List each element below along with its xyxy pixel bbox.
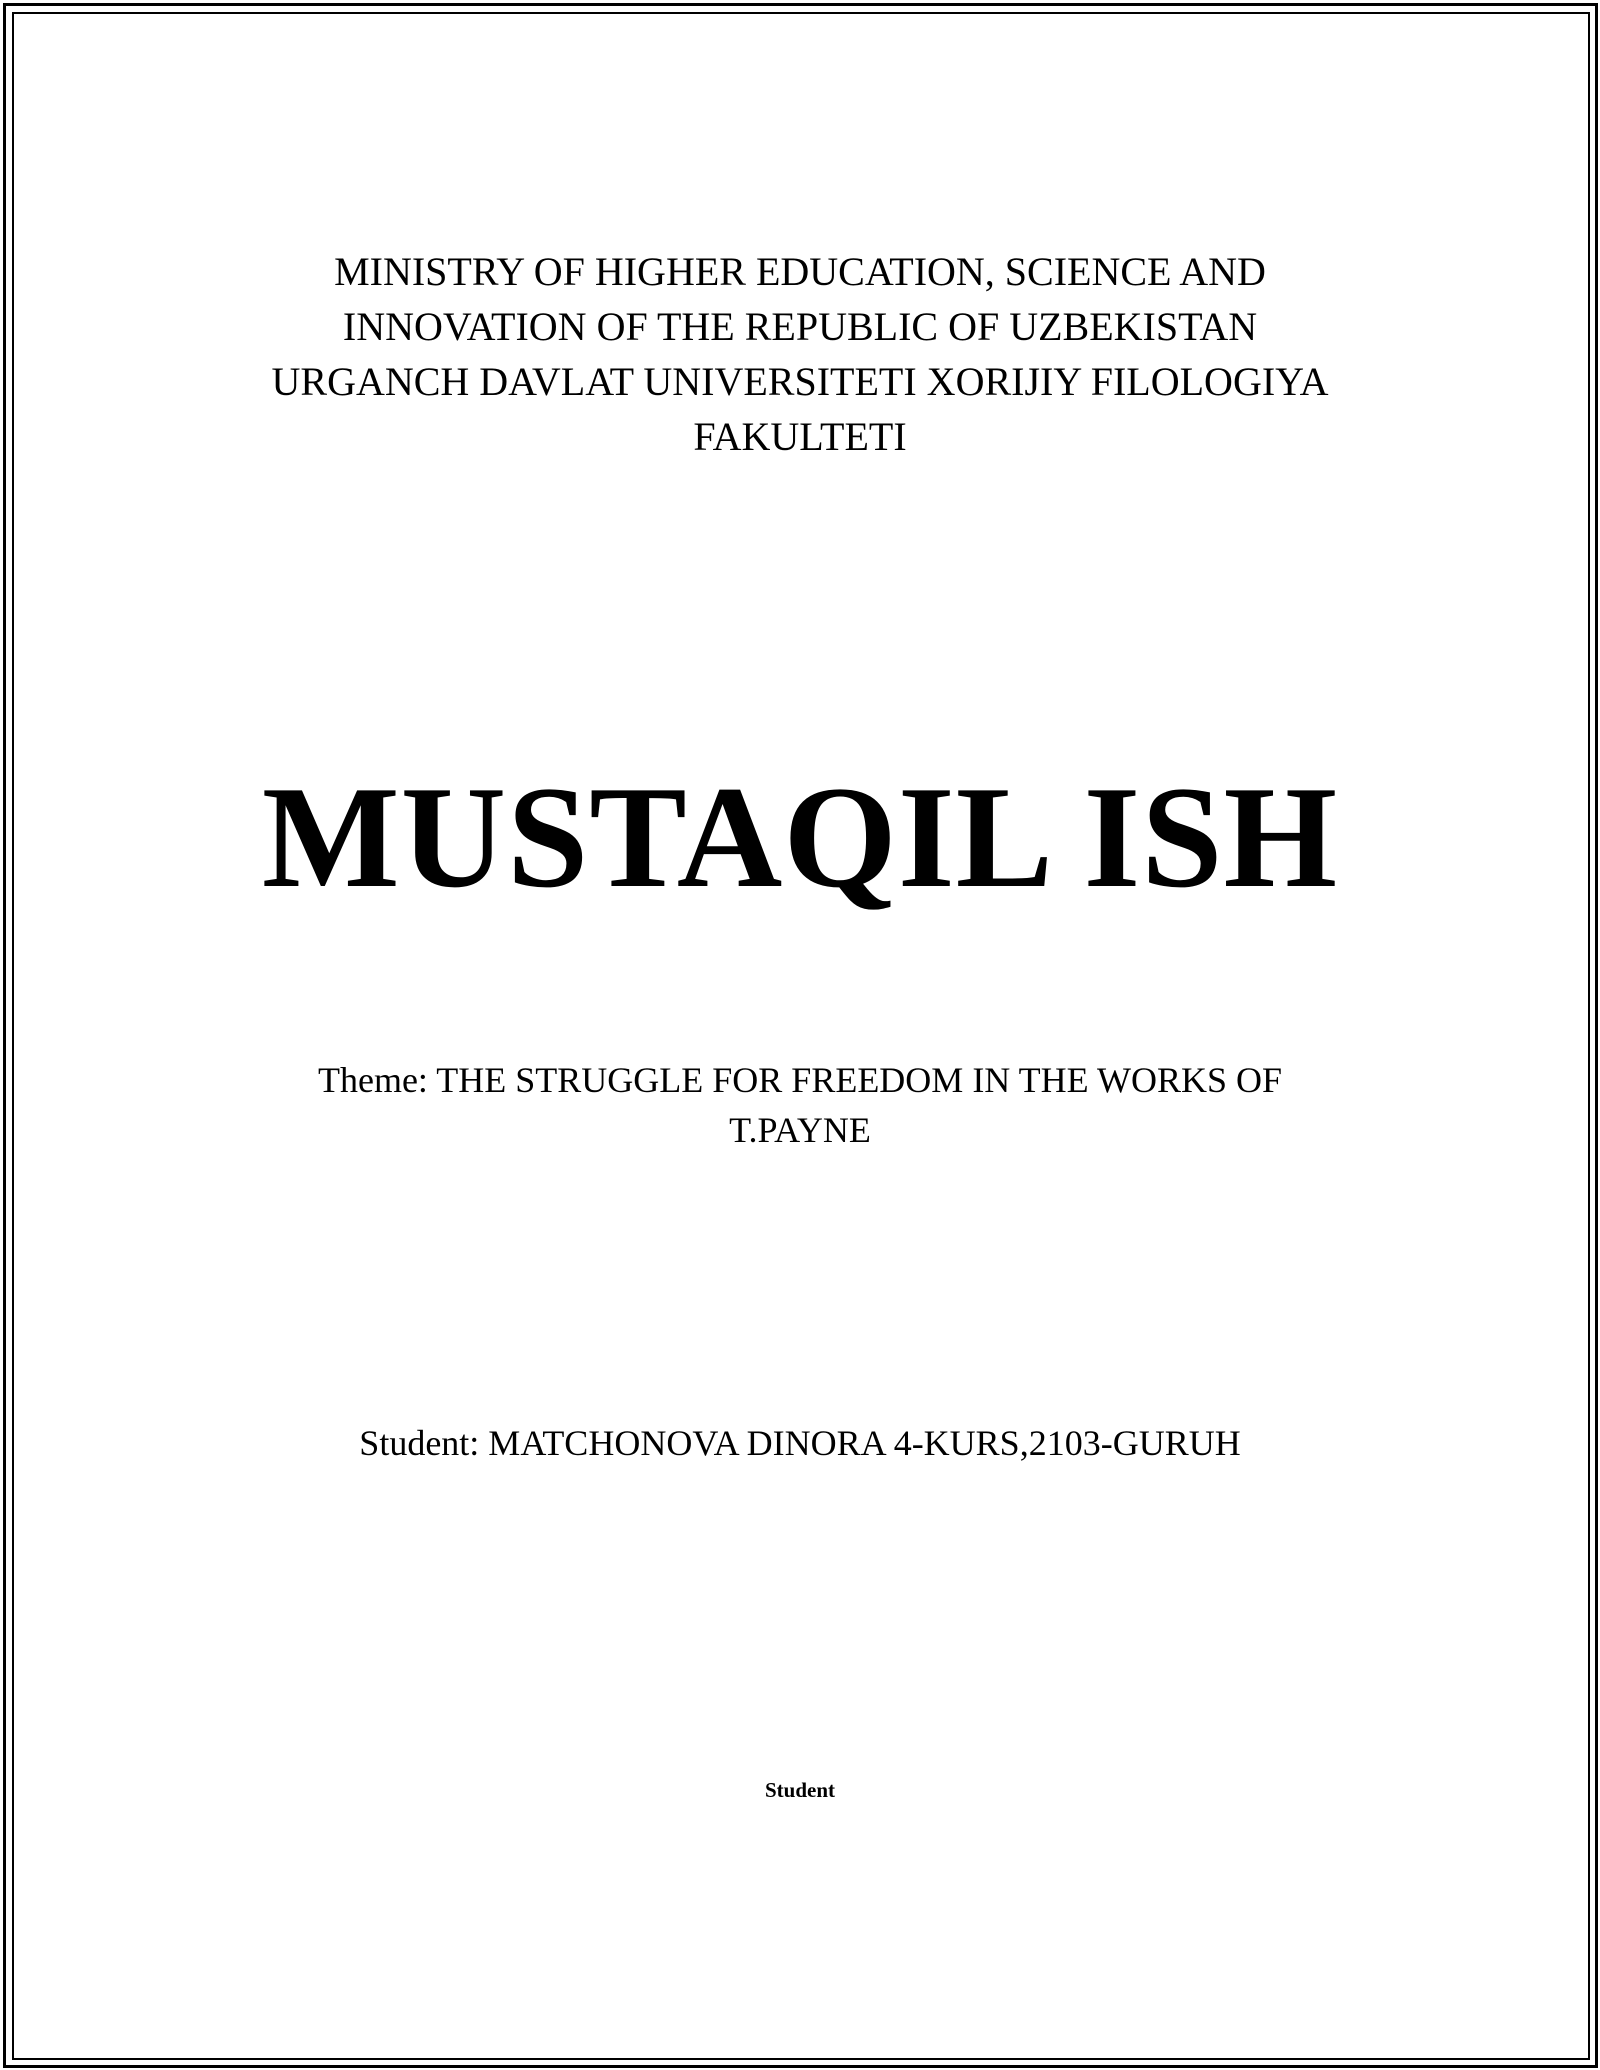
header-line: MINISTRY OF HIGHER EDUCATION, SCIENCE AND [334, 249, 1266, 294]
institution-header [0, 244, 1600, 464]
student-info: Student: MATCHONOVA DINORA 4-KURS,2103-GURUH [359, 1423, 1241, 1463]
header-line: INNOVATION OF THE REPUBLIC OF UZBEKISTAN [342, 304, 1258, 349]
theme-line: Theme: THE STRUGGLE FOR FREEDOM IN THE WORKS OF [317, 1060, 1283, 1100]
theme-text [0, 1055, 1600, 1155]
document-title: MUSTAQIL ISH [261, 756, 1339, 918]
theme-line: T.PAYNE [729, 1110, 871, 1150]
header-line: FAKULTETI [693, 414, 907, 459]
header-line: URGANCH DAVLAT UNIVERSITETI XORIJIY FILOLOGIYA [271, 359, 1329, 404]
student-label: Student [764, 1778, 836, 1802]
